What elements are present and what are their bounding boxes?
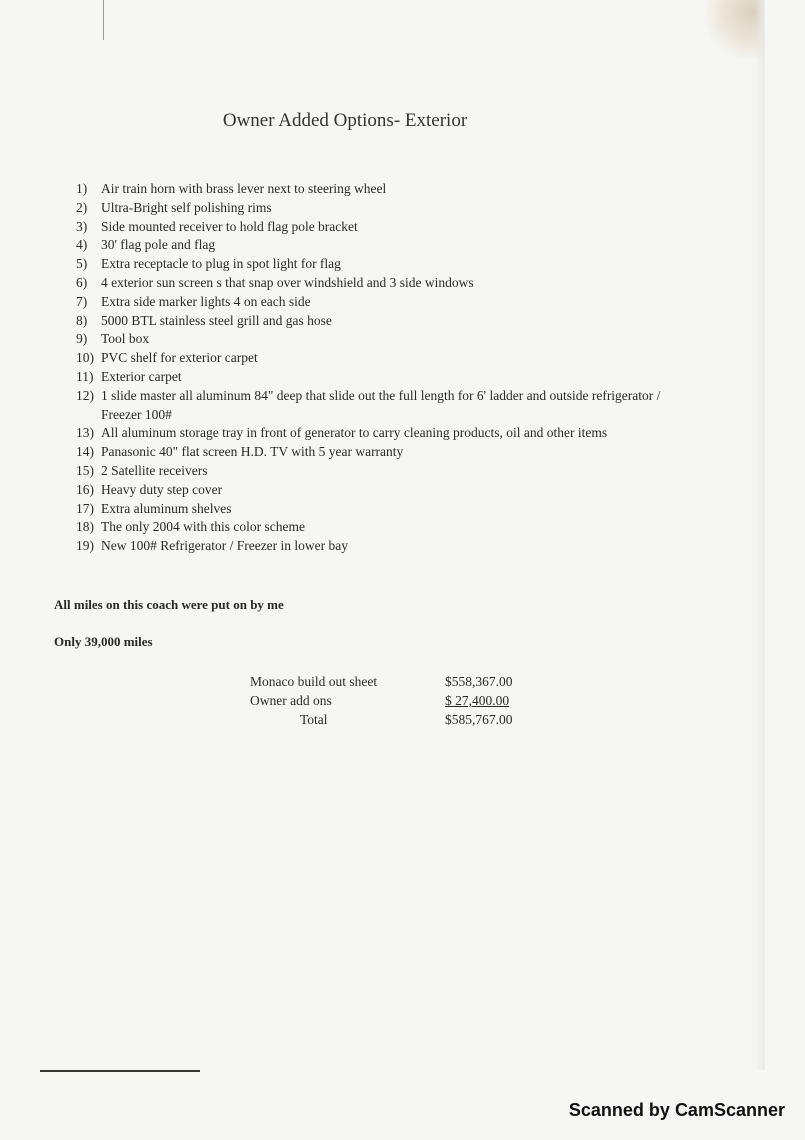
list-item xyxy=(76,293,676,312)
build-label: Monaco build out sheet xyxy=(250,674,378,689)
item-text: All aluminum storage tray in front of generator to carry cleaning products, oil and other items xyxy=(101,425,608,441)
scanner-stamp: Scanned by CamScanner xyxy=(568,1100,785,1120)
list-item xyxy=(76,312,676,331)
note-miles-by-owner: All miles on this coach were put on by me xyxy=(54,597,284,612)
item-number: 14) xyxy=(76,444,94,460)
item-text: Side mounted receiver to hold flag pole bracket xyxy=(101,218,358,234)
item-text: 1 slide master all aluminum 84" deep that slide out the full length for 6' ladder and outside refrigerator / Freezer 100# xyxy=(101,387,661,422)
item-number: 4) xyxy=(76,237,88,253)
item-number: 8) xyxy=(76,312,88,328)
cost-summary xyxy=(250,672,535,729)
item-text: 5000 BTL stainless steel grill and gas hose xyxy=(101,312,332,328)
list-item xyxy=(76,443,676,462)
item-text: Extra aluminum shelves xyxy=(101,500,232,516)
owner-label: Owner add ons xyxy=(250,693,332,708)
summary-row-owner xyxy=(250,691,535,710)
item-number: 1) xyxy=(76,181,88,196)
list-item xyxy=(76,274,676,293)
item-text: Extra side marker lights 4 on each side xyxy=(101,293,311,309)
summary-row-build xyxy=(250,672,535,691)
item-text: Tool box xyxy=(101,331,150,347)
item-text: Exterior carpet xyxy=(101,368,182,384)
list-item xyxy=(76,462,676,481)
document-title: Owner Added Options- Exterior xyxy=(222,110,468,131)
bottom-rule xyxy=(40,1070,200,1072)
item-text: The only 2004 with this color scheme xyxy=(101,519,305,535)
item-number: 15) xyxy=(76,462,94,478)
total-label: Total xyxy=(300,712,328,727)
item-number: 16) xyxy=(76,481,94,497)
item-text: 4 exterior sun screen s that snap over windshield and 3 side windows xyxy=(101,274,474,290)
note-mileage: Only 39,000 miles xyxy=(54,634,153,649)
list-item xyxy=(76,236,676,255)
item-text: 2 Satellite receivers xyxy=(101,462,208,478)
item-text: Extra receptacle to plug in spot light for flag xyxy=(101,256,341,272)
item-number: 11) xyxy=(76,368,94,384)
owner-value: $ 27,400.00 xyxy=(445,693,510,708)
item-number: 13) xyxy=(76,425,94,441)
item-text: PVC shelf for exterior carpet xyxy=(101,350,258,366)
item-number: 12) xyxy=(76,387,94,403)
list-item xyxy=(76,387,676,425)
list-item xyxy=(76,500,676,519)
list-item xyxy=(76,199,676,218)
item-number: 18) xyxy=(76,519,94,535)
item-text: 30' flag pole and flag xyxy=(101,237,216,253)
summary-row-total xyxy=(250,710,535,729)
list-item xyxy=(76,518,676,537)
list-item xyxy=(76,481,676,500)
list-item xyxy=(76,330,676,349)
list-item xyxy=(76,218,676,237)
item-number: 9) xyxy=(76,331,88,347)
page-fold-mark xyxy=(103,0,104,40)
item-number: 5) xyxy=(76,256,88,272)
item-number: 7) xyxy=(76,293,88,309)
item-text: Ultra-Bright self polishing rims xyxy=(101,199,272,215)
list-item xyxy=(76,537,676,556)
item-text: Heavy duty step cover xyxy=(101,481,223,497)
list-item xyxy=(76,349,676,368)
item-text: Panasonic 40" flat screen H.D. TV with 5 year warranty xyxy=(101,444,404,460)
list-item xyxy=(76,368,676,387)
item-number: 6) xyxy=(76,274,88,290)
item-text: Air train horn with brass lever next to steering wheel xyxy=(101,181,387,196)
item-text: New 100# Refrigerator / Freezer in lower bay xyxy=(101,538,349,554)
item-number: 17) xyxy=(76,500,94,516)
item-number: 10) xyxy=(76,350,94,366)
list-item xyxy=(76,255,676,274)
options-list xyxy=(76,180,676,556)
item-number: 19) xyxy=(76,538,94,554)
item-number: 2) xyxy=(76,199,88,215)
total-value: $585,767.00 xyxy=(445,712,513,727)
page-edge-shadow xyxy=(755,0,765,1070)
list-item xyxy=(76,180,676,199)
list-item xyxy=(76,424,676,443)
item-number: 3) xyxy=(76,218,88,234)
build-value: $558,367.00 xyxy=(445,674,513,689)
